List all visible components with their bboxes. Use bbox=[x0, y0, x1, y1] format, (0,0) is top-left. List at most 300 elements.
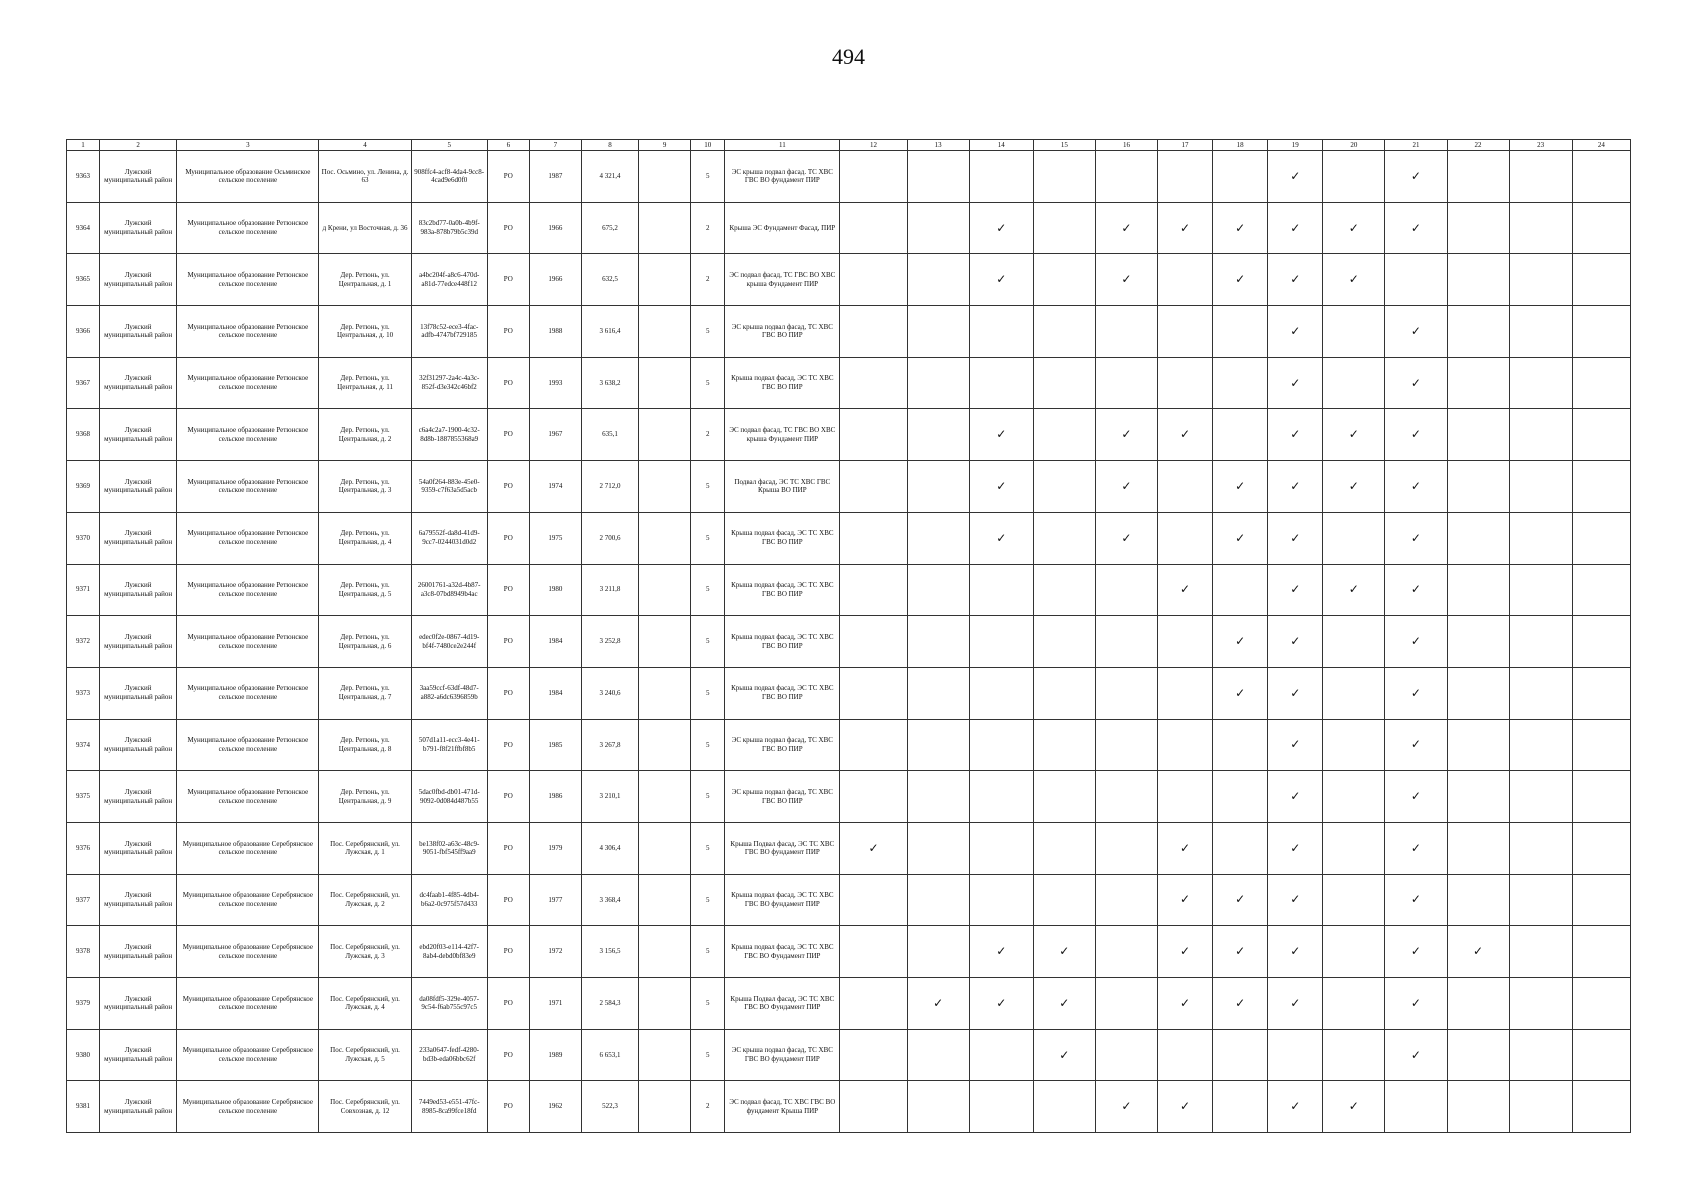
work-flag-cell bbox=[840, 409, 907, 461]
work-flag-cell bbox=[1572, 409, 1630, 461]
district-cell: Лужский муниципальный район bbox=[100, 667, 177, 719]
work-flag-cell bbox=[1385, 978, 1447, 1030]
address-cell: Дер. Ретюнь, ул. Центральная, д. 4 bbox=[319, 512, 411, 564]
area-cell: 3 211,8 bbox=[581, 564, 638, 616]
works-list-cell: Крыша подвал фасад, ЭС ТС ХВС ГВС ВО ПИР bbox=[725, 512, 840, 564]
address-cell: Дер. Ретюнь, ул. Центральная, д. 7 bbox=[319, 667, 411, 719]
check-mark-icon: ✓ bbox=[1410, 323, 1421, 338]
address-cell: Пос. Серебрянский, ул. Совхозная, д. 12 bbox=[319, 1081, 411, 1133]
work-flag-cell bbox=[969, 254, 1033, 306]
work-flag-cell bbox=[1572, 719, 1630, 771]
column-header: 15 bbox=[1033, 140, 1095, 151]
page-number: 494 bbox=[832, 44, 865, 69]
work-flag-cell bbox=[1572, 926, 1630, 978]
check-mark-icon: ✓ bbox=[1121, 1099, 1132, 1114]
works-list-cell: Крыша Подвал фасад, ЭС ТС ХВС ГВС ВО Фундамент ПИР bbox=[725, 978, 840, 1030]
column-header: 8 bbox=[581, 140, 638, 151]
floors-cell: 5 bbox=[691, 1029, 725, 1081]
area-cell: 6 653,1 bbox=[581, 1029, 638, 1081]
work-flag-cell bbox=[1158, 512, 1213, 564]
area-cell: 632,5 bbox=[581, 254, 638, 306]
work-flag-cell bbox=[907, 771, 969, 823]
address-cell: Дер. Ретюнь, ул. Центральная, д. 1 bbox=[319, 254, 411, 306]
municipality-cell: Муниципальное образование Ретюнское сельское поселение bbox=[177, 202, 319, 254]
owner-method-cell: РО bbox=[487, 202, 529, 254]
work-flag-cell bbox=[1095, 564, 1157, 616]
build-year-cell: 1966 bbox=[529, 202, 581, 254]
work-flag-cell bbox=[1323, 512, 1385, 564]
check-mark-icon: ✓ bbox=[1410, 840, 1421, 855]
col9-cell bbox=[639, 1081, 691, 1133]
table-row bbox=[67, 616, 1631, 668]
work-flag-cell bbox=[969, 461, 1033, 513]
table-row bbox=[67, 306, 1631, 358]
work-flag-cell bbox=[840, 926, 907, 978]
column-header: 22 bbox=[1447, 140, 1509, 151]
work-flag-cell bbox=[907, 409, 969, 461]
check-mark-icon: ✓ bbox=[1059, 944, 1070, 959]
house-id-cell: a4bc204f-a8c6-470d-a81d-77edce448f12 bbox=[411, 254, 487, 306]
work-flag-cell bbox=[1033, 306, 1095, 358]
work-flag-cell bbox=[1385, 719, 1447, 771]
work-flag-cell bbox=[1213, 512, 1268, 564]
check-mark-icon: ✓ bbox=[1410, 375, 1421, 390]
check-mark-icon: ✓ bbox=[996, 220, 1007, 235]
work-flag-cell bbox=[840, 771, 907, 823]
check-mark-icon: ✓ bbox=[1121, 478, 1132, 493]
work-flag-cell bbox=[840, 357, 907, 409]
work-flag-cell bbox=[1033, 512, 1095, 564]
check-mark-icon: ✓ bbox=[1290, 530, 1301, 545]
check-mark-icon: ✓ bbox=[1410, 789, 1421, 804]
work-flag-cell bbox=[1572, 822, 1630, 874]
work-flag-cell bbox=[1323, 874, 1385, 926]
work-flag-cell bbox=[1572, 1081, 1630, 1133]
work-flag-cell bbox=[1323, 254, 1385, 306]
work-flag-cell bbox=[840, 874, 907, 926]
municipality-cell: Муниципальное образование Ретюнское сельское поселение bbox=[177, 254, 319, 306]
check-mark-icon: ✓ bbox=[1121, 272, 1132, 287]
work-flag-cell bbox=[1323, 822, 1385, 874]
work-flag-cell bbox=[840, 1081, 907, 1133]
column-header: 4 bbox=[319, 140, 411, 151]
work-flag-cell bbox=[1385, 461, 1447, 513]
floors-cell: 5 bbox=[691, 512, 725, 564]
work-flag-cell bbox=[1385, 151, 1447, 203]
row-number-cell: 9377 bbox=[67, 874, 100, 926]
work-flag-cell bbox=[1213, 306, 1268, 358]
work-flag-cell bbox=[1447, 512, 1509, 564]
address-cell: Дер. Ретюнь, ул. Центральная, д. 6 bbox=[319, 616, 411, 668]
build-year-cell: 1986 bbox=[529, 771, 581, 823]
row-number-cell: 9368 bbox=[67, 409, 100, 461]
work-flag-cell bbox=[1323, 978, 1385, 1030]
work-flag-cell bbox=[1158, 357, 1213, 409]
address-cell: д Крени, ул Восточная, д. 36 bbox=[319, 202, 411, 254]
municipality-cell: Муниципальное образование Ретюнское сельское поселение bbox=[177, 719, 319, 771]
work-flag-cell bbox=[1323, 926, 1385, 978]
municipality-cell: Муниципальное образование Ретюнское сельское поселение bbox=[177, 357, 319, 409]
row-number-cell: 9367 bbox=[67, 357, 100, 409]
work-flag-cell bbox=[1158, 564, 1213, 616]
work-flag-cell bbox=[1213, 564, 1268, 616]
district-cell: Лужский муниципальный район bbox=[100, 564, 177, 616]
work-flag-cell bbox=[1095, 151, 1157, 203]
check-mark-icon: ✓ bbox=[1410, 685, 1421, 700]
col9-cell bbox=[639, 926, 691, 978]
work-flag-cell bbox=[1509, 771, 1572, 823]
work-flag-cell bbox=[907, 1029, 969, 1081]
work-flag-cell bbox=[1509, 409, 1572, 461]
municipality-cell: Муниципальное образование Ретюнское сельское поселение bbox=[177, 667, 319, 719]
work-flag-cell bbox=[1447, 978, 1509, 1030]
works-list-cell: ЭС крыша подвал фасад, ТС ХВС ГВС ВО фундамент ПИР bbox=[725, 1029, 840, 1081]
work-flag-cell bbox=[1385, 667, 1447, 719]
work-flag-cell bbox=[1509, 1029, 1572, 1081]
district-cell: Лужский муниципальный район bbox=[100, 978, 177, 1030]
owner-method-cell: РО bbox=[487, 254, 529, 306]
municipality-cell: Муниципальное образование Серебрянское сельское поселение bbox=[177, 978, 319, 1030]
area-cell: 635,1 bbox=[581, 409, 638, 461]
work-flag-cell bbox=[1268, 1029, 1323, 1081]
work-flag-cell bbox=[1158, 926, 1213, 978]
column-header: 14 bbox=[969, 140, 1033, 151]
address-cell: Пос. Осьмино, ул. Ленина, д. 63 bbox=[319, 151, 411, 203]
municipality-cell: Муниципальное образование Серебрянское сельское поселение bbox=[177, 926, 319, 978]
check-mark-icon: ✓ bbox=[1235, 634, 1246, 649]
build-year-cell: 1989 bbox=[529, 1029, 581, 1081]
work-flag-cell bbox=[969, 874, 1033, 926]
col9-cell bbox=[639, 719, 691, 771]
col9-cell bbox=[639, 202, 691, 254]
work-flag-cell bbox=[840, 254, 907, 306]
check-mark-icon: ✓ bbox=[1235, 530, 1246, 545]
work-flag-cell bbox=[1323, 151, 1385, 203]
work-flag-cell bbox=[1447, 1081, 1509, 1133]
check-mark-icon: ✓ bbox=[1059, 995, 1070, 1010]
district-cell: Лужский муниципальный район bbox=[100, 822, 177, 874]
work-flag-cell bbox=[1323, 461, 1385, 513]
area-cell: 3 368,4 bbox=[581, 874, 638, 926]
col9-cell bbox=[639, 461, 691, 513]
check-mark-icon: ✓ bbox=[1180, 840, 1191, 855]
work-flag-cell bbox=[1385, 357, 1447, 409]
works-list-cell: Подвал фасад, ЭС ТС ХВС ГВС Крыша ВО ПИР bbox=[725, 461, 840, 513]
work-flag-cell bbox=[1385, 1029, 1447, 1081]
works-list-cell: Крыша подвал фасад, ЭС ТС ХВС ГВС ВО ПИР bbox=[725, 357, 840, 409]
work-flag-cell bbox=[969, 512, 1033, 564]
work-flag-cell bbox=[1213, 202, 1268, 254]
address-cell: Пос. Серебрянский, ул. Лужская, д. 4 bbox=[319, 978, 411, 1030]
owner-method-cell: РО bbox=[487, 1081, 529, 1133]
owner-method-cell: РО bbox=[487, 151, 529, 203]
check-mark-icon: ✓ bbox=[1348, 1099, 1359, 1114]
house-id-cell: da08fdf5-329e-4057-9c54-f6ab755c97c5 bbox=[411, 978, 487, 1030]
table-row bbox=[67, 822, 1631, 874]
row-number-cell: 9364 bbox=[67, 202, 100, 254]
column-header: 10 bbox=[691, 140, 725, 151]
work-flag-cell bbox=[1268, 926, 1323, 978]
col9-cell bbox=[639, 512, 691, 564]
check-mark-icon: ✓ bbox=[1180, 220, 1191, 235]
work-flag-cell bbox=[1509, 254, 1572, 306]
work-flag-cell bbox=[969, 409, 1033, 461]
table-row bbox=[67, 667, 1631, 719]
work-flag-cell bbox=[1572, 667, 1630, 719]
work-flag-cell bbox=[1033, 771, 1095, 823]
work-flag-cell bbox=[1323, 667, 1385, 719]
work-flag-cell bbox=[840, 512, 907, 564]
build-year-cell: 1979 bbox=[529, 822, 581, 874]
housing-registry-table bbox=[66, 139, 1631, 1133]
work-flag-cell bbox=[840, 202, 907, 254]
work-flag-cell bbox=[1158, 254, 1213, 306]
area-cell: 522,3 bbox=[581, 1081, 638, 1133]
check-mark-icon: ✓ bbox=[996, 995, 1007, 1010]
work-flag-cell bbox=[840, 306, 907, 358]
house-id-cell: 26001761-a32d-4b87-a3c8-07bd8949b4ac bbox=[411, 564, 487, 616]
municipality-cell: Муниципальное образование Ретюнское сельское поселение bbox=[177, 616, 319, 668]
district-cell: Лужский муниципальный район bbox=[100, 719, 177, 771]
check-mark-icon: ✓ bbox=[1290, 634, 1301, 649]
build-year-cell: 1975 bbox=[529, 512, 581, 564]
work-flag-cell bbox=[1213, 667, 1268, 719]
col9-cell bbox=[639, 306, 691, 358]
floors-cell: 5 bbox=[691, 151, 725, 203]
area-cell: 3 210,1 bbox=[581, 771, 638, 823]
address-cell: Дер. Ретюнь, ул. Центральная, д. 3 bbox=[319, 461, 411, 513]
row-number-cell: 9379 bbox=[67, 978, 100, 1030]
work-flag-cell bbox=[840, 822, 907, 874]
works-list-cell: Крыша подвал фасад, ЭС ТС ХВС ГВС ВО Фундамент ПИР bbox=[725, 926, 840, 978]
table-row bbox=[67, 1081, 1631, 1133]
check-mark-icon: ✓ bbox=[1290, 478, 1301, 493]
house-id-cell: be138f02-a63c-48c9-9051-fbf545ff9aa9 bbox=[411, 822, 487, 874]
work-flag-cell bbox=[1158, 822, 1213, 874]
address-cell: Дер. Ретюнь, ул. Центральная, д. 10 bbox=[319, 306, 411, 358]
floors-cell: 5 bbox=[691, 564, 725, 616]
work-flag-cell bbox=[907, 926, 969, 978]
table-row bbox=[67, 719, 1631, 771]
work-flag-cell bbox=[1158, 1029, 1213, 1081]
area-cell: 3 252,8 bbox=[581, 616, 638, 668]
address-cell: Дер. Ретюнь, ул. Центральная, д. 5 bbox=[319, 564, 411, 616]
check-mark-icon: ✓ bbox=[1348, 427, 1359, 442]
work-flag-cell bbox=[840, 667, 907, 719]
col9-cell bbox=[639, 822, 691, 874]
work-flag-cell bbox=[1509, 719, 1572, 771]
owner-method-cell: РО bbox=[487, 512, 529, 564]
work-flag-cell bbox=[1213, 1081, 1268, 1133]
work-flag-cell bbox=[1509, 616, 1572, 668]
area-cell: 4 306,4 bbox=[581, 822, 638, 874]
work-flag-cell bbox=[969, 978, 1033, 1030]
work-flag-cell bbox=[1385, 874, 1447, 926]
column-header: 17 bbox=[1158, 140, 1213, 151]
work-flag-cell bbox=[1213, 926, 1268, 978]
table-row bbox=[67, 461, 1631, 513]
work-flag-cell bbox=[1509, 151, 1572, 203]
build-year-cell: 1985 bbox=[529, 719, 581, 771]
check-mark-icon: ✓ bbox=[1290, 1099, 1301, 1114]
col9-cell bbox=[639, 357, 691, 409]
municipality-cell: Муниципальное образование Осьминское сельское поселение bbox=[177, 151, 319, 203]
work-flag-cell bbox=[969, 1029, 1033, 1081]
floors-cell: 5 bbox=[691, 306, 725, 358]
work-flag-cell bbox=[1213, 822, 1268, 874]
work-flag-cell bbox=[1268, 822, 1323, 874]
municipality-cell: Муниципальное образование Серебрянское сельское поселение bbox=[177, 1081, 319, 1133]
check-mark-icon: ✓ bbox=[1410, 634, 1421, 649]
check-mark-icon: ✓ bbox=[1348, 220, 1359, 235]
work-flag-cell bbox=[1033, 202, 1095, 254]
address-cell: Дер. Ретюнь, ул. Центральная, д. 11 bbox=[319, 357, 411, 409]
table-row bbox=[67, 564, 1631, 616]
check-mark-icon: ✓ bbox=[1235, 685, 1246, 700]
check-mark-icon: ✓ bbox=[1290, 995, 1301, 1010]
work-flag-cell bbox=[1158, 461, 1213, 513]
row-number-cell: 9374 bbox=[67, 719, 100, 771]
work-flag-cell bbox=[1033, 978, 1095, 1030]
row-number-cell: 9372 bbox=[67, 616, 100, 668]
build-year-cell: 1977 bbox=[529, 874, 581, 926]
column-header: 7 bbox=[529, 140, 581, 151]
check-mark-icon: ✓ bbox=[996, 478, 1007, 493]
work-flag-cell bbox=[1095, 616, 1157, 668]
work-flag-cell bbox=[1033, 822, 1095, 874]
work-flag-cell bbox=[1268, 306, 1323, 358]
municipality-cell: Муниципальное образование Серебрянское сельское поселение bbox=[177, 874, 319, 926]
work-flag-cell bbox=[1158, 202, 1213, 254]
work-flag-cell bbox=[1323, 357, 1385, 409]
work-flag-cell bbox=[1385, 771, 1447, 823]
table-row bbox=[67, 771, 1631, 823]
column-header: 20 bbox=[1323, 140, 1385, 151]
work-flag-cell bbox=[1033, 719, 1095, 771]
work-flag-cell bbox=[1509, 822, 1572, 874]
build-year-cell: 1984 bbox=[529, 667, 581, 719]
work-flag-cell bbox=[907, 667, 969, 719]
work-flag-cell bbox=[1323, 771, 1385, 823]
work-flag-cell bbox=[1213, 151, 1268, 203]
work-flag-cell bbox=[1509, 926, 1572, 978]
row-number-cell: 9365 bbox=[67, 254, 100, 306]
work-flag-cell bbox=[840, 616, 907, 668]
work-flag-cell bbox=[1385, 564, 1447, 616]
work-flag-cell bbox=[1033, 254, 1095, 306]
work-flag-cell bbox=[1213, 1029, 1268, 1081]
check-mark-icon: ✓ bbox=[1121, 427, 1132, 442]
address-cell: Пос. Серебрянский, ул. Лужская, д. 3 bbox=[319, 926, 411, 978]
check-mark-icon: ✓ bbox=[1348, 582, 1359, 597]
district-cell: Лужский муниципальный район bbox=[100, 926, 177, 978]
row-number-cell: 9371 bbox=[67, 564, 100, 616]
work-flag-cell bbox=[1572, 512, 1630, 564]
work-flag-cell bbox=[1509, 667, 1572, 719]
column-header: 18 bbox=[1213, 140, 1268, 151]
work-flag-cell bbox=[1323, 1029, 1385, 1081]
build-year-cell: 1974 bbox=[529, 461, 581, 513]
district-cell: Лужский муниципальный район bbox=[100, 1081, 177, 1133]
work-flag-cell bbox=[969, 357, 1033, 409]
work-flag-cell bbox=[1385, 409, 1447, 461]
work-flag-cell bbox=[969, 926, 1033, 978]
work-flag-cell bbox=[1509, 461, 1572, 513]
work-flag-cell bbox=[1033, 461, 1095, 513]
work-flag-cell bbox=[1213, 978, 1268, 1030]
owner-method-cell: РО bbox=[487, 409, 529, 461]
work-flag-cell bbox=[1447, 357, 1509, 409]
work-flag-cell bbox=[1323, 306, 1385, 358]
work-flag-cell bbox=[907, 151, 969, 203]
municipality-cell: Муниципальное образование Ретюнское сельское поселение bbox=[177, 512, 319, 564]
work-flag-cell bbox=[1213, 771, 1268, 823]
work-flag-cell bbox=[1323, 564, 1385, 616]
check-mark-icon: ✓ bbox=[1410, 168, 1421, 183]
work-flag-cell bbox=[1572, 1029, 1630, 1081]
work-flag-cell bbox=[1033, 357, 1095, 409]
work-flag-cell bbox=[1213, 254, 1268, 306]
work-flag-cell bbox=[1158, 771, 1213, 823]
work-flag-cell bbox=[1572, 202, 1630, 254]
municipality-cell: Муниципальное образование Ретюнское сельское поселение bbox=[177, 771, 319, 823]
address-cell: Пос. Серебрянский, ул. Лужская, д. 2 bbox=[319, 874, 411, 926]
check-mark-icon: ✓ bbox=[1290, 892, 1301, 907]
work-flag-cell bbox=[969, 1081, 1033, 1133]
check-mark-icon: ✓ bbox=[868, 840, 879, 855]
floors-cell: 5 bbox=[691, 978, 725, 1030]
check-mark-icon: ✓ bbox=[1235, 478, 1246, 493]
work-flag-cell bbox=[1268, 512, 1323, 564]
work-flag-cell bbox=[1213, 874, 1268, 926]
house-id-cell: 7449ed53-e551-47fc-8985-8ca99fce18fd bbox=[411, 1081, 487, 1133]
work-flag-cell bbox=[1385, 822, 1447, 874]
work-flag-cell bbox=[1323, 409, 1385, 461]
check-mark-icon: ✓ bbox=[933, 995, 944, 1010]
work-flag-cell bbox=[907, 978, 969, 1030]
check-mark-icon: ✓ bbox=[1410, 220, 1421, 235]
work-flag-cell bbox=[1447, 667, 1509, 719]
floors-cell: 5 bbox=[691, 926, 725, 978]
owner-method-cell: РО bbox=[487, 1029, 529, 1081]
row-number-cell: 9376 bbox=[67, 822, 100, 874]
work-flag-cell bbox=[1268, 1081, 1323, 1133]
column-header: 13 bbox=[907, 140, 969, 151]
work-flag-cell bbox=[1447, 306, 1509, 358]
check-mark-icon: ✓ bbox=[1235, 892, 1246, 907]
row-number-cell: 9363 bbox=[67, 151, 100, 203]
floors-cell: 2 bbox=[691, 254, 725, 306]
col9-cell bbox=[639, 874, 691, 926]
district-cell: Лужский муниципальный район bbox=[100, 306, 177, 358]
work-flag-cell bbox=[1033, 874, 1095, 926]
work-flag-cell bbox=[907, 822, 969, 874]
work-flag-cell bbox=[1095, 306, 1157, 358]
table-row bbox=[67, 357, 1631, 409]
column-header: 6 bbox=[487, 140, 529, 151]
work-flag-cell bbox=[1385, 512, 1447, 564]
work-flag-cell bbox=[1268, 254, 1323, 306]
work-flag-cell bbox=[1572, 254, 1630, 306]
col9-cell bbox=[639, 254, 691, 306]
table-row bbox=[67, 512, 1631, 564]
works-list-cell: Крыша подвал фасад, ЭС ТС ХВС ГВС ВО фундамент ПИР bbox=[725, 874, 840, 926]
work-flag-cell bbox=[969, 822, 1033, 874]
district-cell: Лужский муниципальный район bbox=[100, 254, 177, 306]
works-list-cell: ЭС крыша подвал фасад, ТС ХВС ГВС ВО ПИР bbox=[725, 771, 840, 823]
build-year-cell: 1966 bbox=[529, 254, 581, 306]
column-header: 16 bbox=[1095, 140, 1157, 151]
